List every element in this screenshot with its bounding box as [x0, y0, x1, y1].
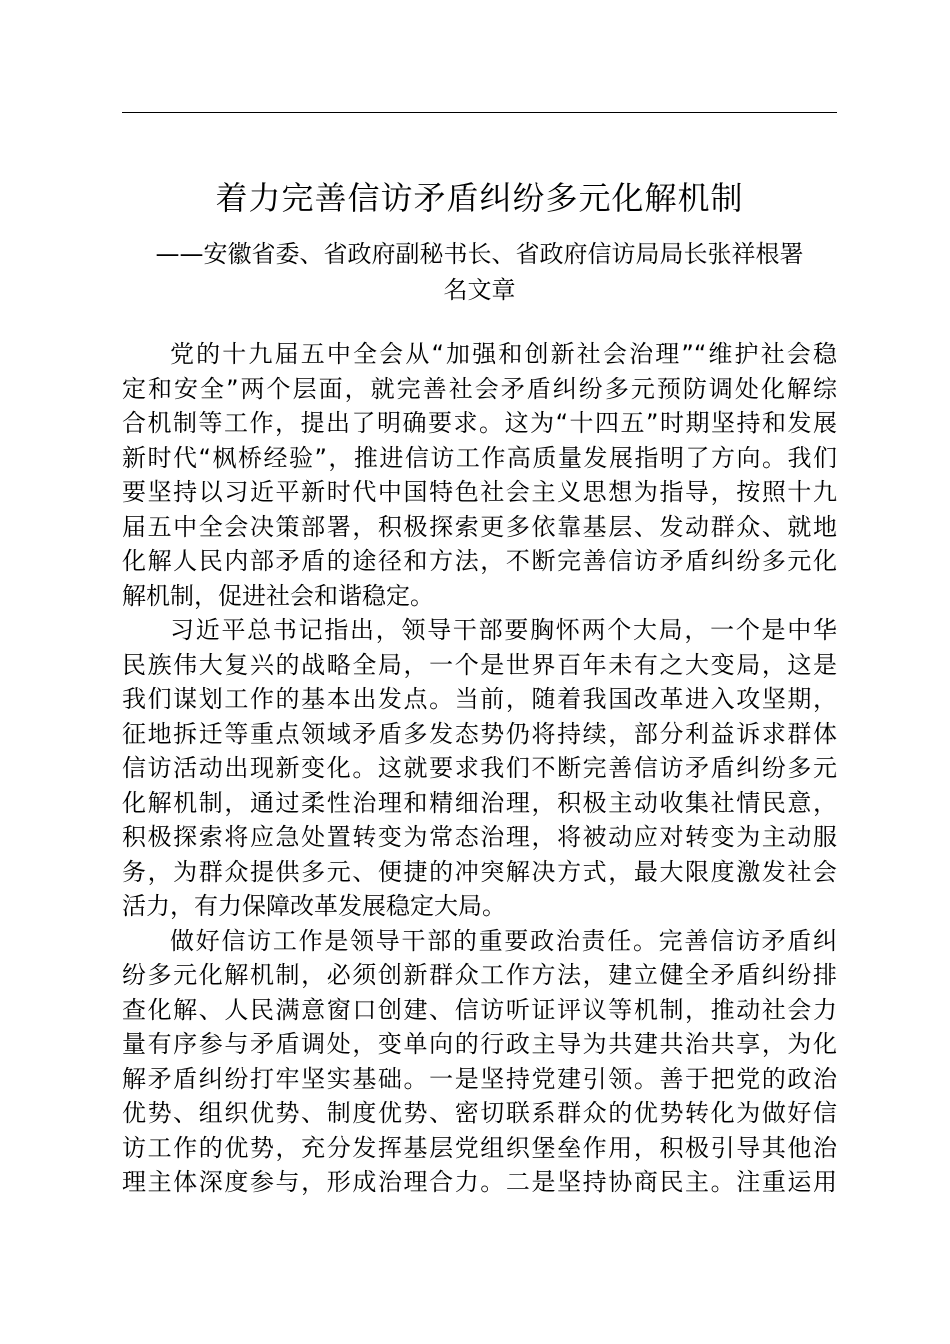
- paragraph-line: 量有序参与矛盾调处，变单向的行政主导为共建共治共享，为化: [122, 1030, 837, 1058]
- paragraph-line: 信访活动出现新变化。这就要求我们不断完善信访矛盾纠纷多元: [122, 754, 837, 782]
- paragraph-line: 要坚持以习近平新时代中国特色社会主义思想为指导，按照十九: [122, 478, 837, 506]
- paragraph-line: 届五中全会决策部署，积极探索更多依靠基层、发动群众、就地: [122, 512, 837, 541]
- paragraph-line: 新时代“枫桥经验”，推进信访工作高质量发展指明了方向。我们: [122, 443, 837, 472]
- paragraph-line: 做好信访工作是领导干部的重要政治责任。完善信访矛盾纠: [170, 926, 837, 955]
- paragraph-line: 查化解、人民满意窗口创建、信访听证评议等机制，推动社会力: [122, 995, 837, 1024]
- paragraph: [122, 924, 837, 1200]
- paragraph-line: 积极探索将应急处置转变为常态治理，将被动应对转变为主动服: [122, 823, 837, 851]
- paragraph-line: 化解人民内部矛盾的途径和方法，不断完善信访矛盾纠纷多元化: [122, 547, 837, 575]
- subtitle-line: ——安徽省委、省政府副秘书长、省政府信访局局长张祥根署: [155, 240, 804, 268]
- paragraph-line: 活力，有力保障改革发展稳定大局。: [122, 892, 506, 920]
- paragraph-line: 我们谋划工作的基本出发点。当前，随着我国改革进入攻坚期，: [122, 685, 837, 713]
- paragraph-line: 优势、组织优势、制度优势、密切联系群众的优势转化为做好信: [122, 1099, 837, 1127]
- document-body: [122, 337, 837, 1200]
- paragraph-line: 访工作的优势，充分发挥基层党组织堡垒作用，积极引导其他治: [122, 1133, 837, 1162]
- paragraph: [122, 337, 837, 613]
- header-rule: [122, 112, 837, 113]
- paragraph: [122, 613, 837, 924]
- paragraph-line: 定和安全”两个层面，就完善社会矛盾纠纷多元预防调处化解综: [122, 374, 837, 403]
- paragraph-line: 党的十九届五中全会从“加强和创新社会治理”“维护社会稳: [170, 340, 837, 368]
- paragraph-line: 习近平总书记指出，领导干部要胸怀两个大局，一个是中华: [170, 616, 837, 644]
- paragraph-line: 民族伟大复兴的战略全局，一个是世界百年未有之大变局，这是: [122, 650, 837, 679]
- subtitle-line: 名文章: [443, 276, 516, 304]
- paragraph-line: 解矛盾纠纷打牢坚实基础。一是坚持党建引领。善于把党的政治: [122, 1064, 837, 1093]
- paragraph-line: 理主体深度参与，形成治理合力。二是坚持协商民主。注重运用: [122, 1168, 837, 1196]
- paragraph-line: 务，为群众提供多元、便捷的冲突解决方式，最大限度激发社会: [122, 857, 837, 886]
- document-subtitle: [122, 236, 837, 308]
- paragraph-line: 化解机制，通过柔性治理和精细治理，积极主动收集社情民意，: [122, 788, 837, 817]
- paragraph-line: 合机制等工作，提出了明确要求。这为“十四五”时期坚持和发展: [122, 409, 837, 437]
- paragraph-line: 纷多元化解机制，必须创新群众工作方法，建立健全矛盾纠纷排: [122, 961, 837, 989]
- paragraph-line: 征地拆迁等重点领域矛盾多发态势仍将持续，部分利益诉求群体: [122, 719, 837, 748]
- paragraph-line: 解机制，促进社会和谐稳定。: [122, 581, 434, 610]
- document-title: 着力完善信访矛盾纠纷多元化解机制: [215, 179, 744, 217]
